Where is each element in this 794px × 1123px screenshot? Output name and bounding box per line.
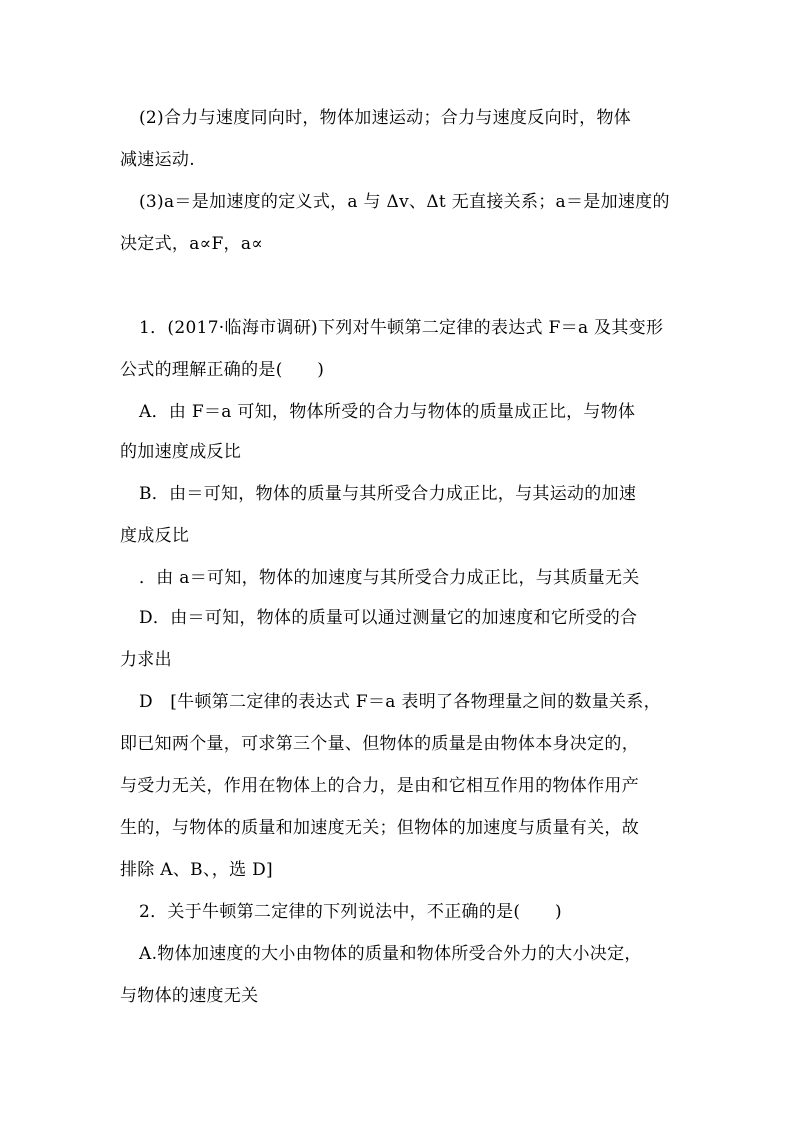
question-1-answer-line-4: 生的，与物体的质量和加速度无关；但物体的加速度与质量有关，故 xyxy=(120,818,639,838)
question-1-option-d-line-2: 力求出 xyxy=(120,650,172,670)
question-1-option-b-line-2: 度成反比 xyxy=(120,526,190,546)
question-1-option-b-line-1: B．由＝可知，物体的质量与其所受合力成正比，与其运动的加速 xyxy=(139,484,637,504)
question-1-option-d-line-1: D．由＝可知，物体的质量可以通过测量它的加速度和它所受的合 xyxy=(139,608,638,628)
question-1-answer-line-2: 即已知两个量，可求第三个量、但物体的质量是由物体本身决定的， xyxy=(120,734,639,754)
question-2-option-a-line-2: 与物体的速度无关 xyxy=(120,986,259,1006)
question-2-option-a-line-1: A.物体加速度的大小由物体的质量和物体所受合外力的大小决定， xyxy=(139,944,642,964)
note-2-line-2: 减速运动. xyxy=(120,150,195,170)
note-3-line-1: (3)a＝是加速度的定义式，a 与 Δv、Δt 无直接关系；a＝是加速度的 xyxy=(139,192,670,212)
question-1-stem-line-2: 公式的理解正确的是( ) xyxy=(120,360,325,380)
question-1-option-a-line-1: A．由 F＝a 可知，物体所受的合力与物体的质量成正比，与物体 xyxy=(139,402,636,422)
question-2-stem-line-1: 2．关于牛顿第二定律的下列说法中，不正确的是( ) xyxy=(139,902,562,922)
question-1-answer-line-3: 与受力无关，作用在物体上的合力，是由和它相互作用的物体作用产 xyxy=(120,776,639,796)
question-1-option-c-line-1: ．由 a＝可知，物体的加速度与其所受合力成正比，与其质量无关 xyxy=(139,568,640,588)
question-1-answer-line-1: D [牛顿第二定律的表达式 F＝a 表明了各物理量之间的数量关系， xyxy=(139,692,661,712)
question-1-stem-line-1: 1．(2017·临海市调研)下列对牛顿第二定律的表达式 F＝a 及其变形 xyxy=(139,318,664,338)
question-1-option-a-line-2: 的加速度成反比 xyxy=(120,442,242,462)
note-2-line-1: (2)合力与速度同向时，物体加速运动；合力与速度反向时，物体 xyxy=(139,108,632,128)
note-3-line-2: 决定式，a∝F，a∝ xyxy=(120,234,264,254)
question-1-answer-line-5: 排除 A、B、，选 D] xyxy=(120,860,273,880)
